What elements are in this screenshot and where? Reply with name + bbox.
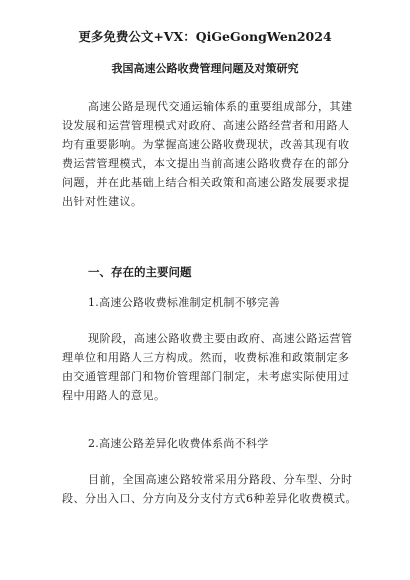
paragraph-line: 理单位和用路人三方构成。然而，收费标准和政策制定多 [62,351,350,364]
paragraph-line: 程中用路人的意见。 [62,389,166,402]
paragraph-line: 段、分出入口、分方向及分支付方式6种差异化收费模式。 [62,492,357,505]
intro-line: 问题，并在此基础上结合相关政策和高速公路发展要求提 [62,176,350,189]
paragraph-line: 现阶段，高速公路收费主要由政府、高速公路运营管 [88,332,353,345]
subsection-heading: 2.高速公路差异化收费体系尚不科学 [88,437,269,450]
paragraph-line: 目前，全国高速公路较常采用分路段、分车型、分时 [88,473,353,486]
section-heading: 一、存在的主要问题 [88,265,192,279]
intro-line: 费运营管理模式，本文提出当前高速公路收费存在的部分 [62,157,350,170]
document-title: 我国高速公路收费管理问题及对策研究 [111,62,299,75]
intro-line: 设发展和运营管理模式对政府、高速公路经营者和用路人 [62,119,350,132]
header-title: 更多免费公文+VX：QiGeGongWen2024 [78,29,332,44]
paragraph-line: 由交通管理部门和物价管理部门制定，未考虑实际使用过 [62,370,350,383]
intro-line: 均有重要影响。为掌握高速公路收费现状，改善其现有收 [62,138,350,151]
intro-line: 出针对性建议。 [62,195,143,208]
intro-line: 高速公路是现代交通运输体系的重要组成部分，其建 [88,100,353,113]
subsection-heading: 1.高速公路收费标准制定机制不够完善 [88,296,280,309]
